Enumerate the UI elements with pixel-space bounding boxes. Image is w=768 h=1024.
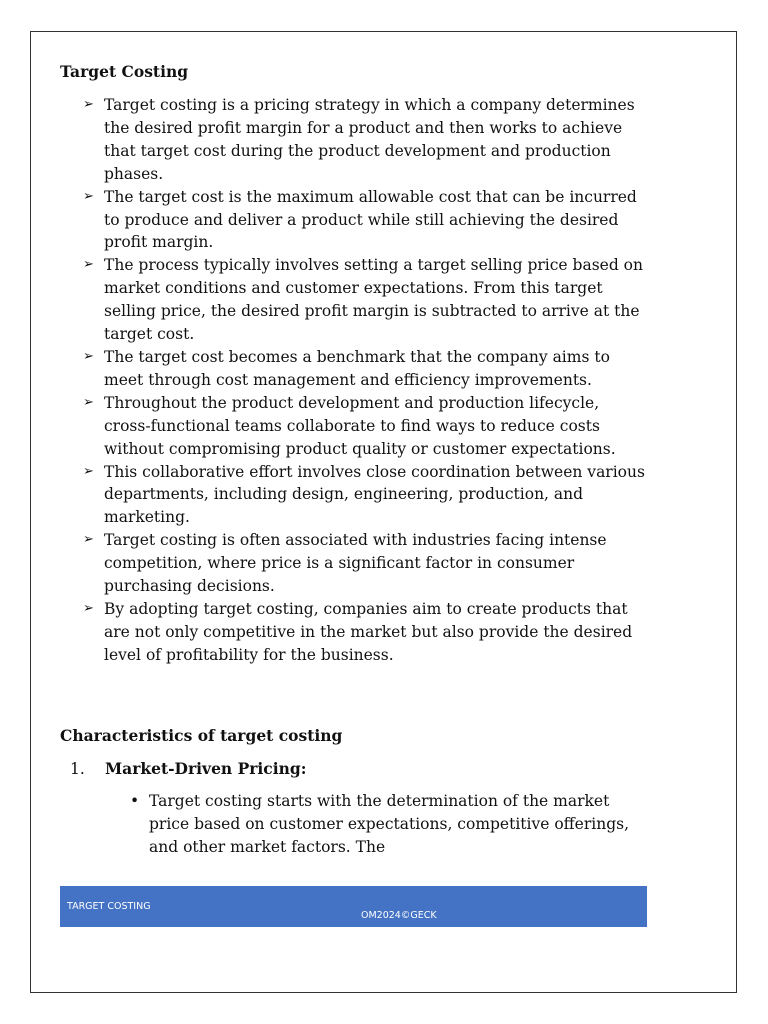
list-item-text: Throughout the product development and production lifecycle, cross-functional teams collaborate to find ways to reduce costs without compromising product quality or customer expectations.: [104, 393, 616, 458]
arrow-bullet-icon: ➢: [83, 394, 94, 410]
section-heading-characteristics: Characteristics of target costing: [60, 726, 343, 745]
list-item: [83, 392, 645, 461]
bullet-dot-icon: •: [130, 792, 140, 810]
item-title: Market-Driven Pricing:: [105, 759, 307, 778]
arrow-bullet-list: [83, 94, 645, 667]
arrow-bullet-icon: ➢: [83, 257, 94, 273]
arrow-bullet-icon: ➢: [83, 348, 94, 364]
list-item-text: Target costing is often associated with industries facing intense competition, where price is a significant factor in consumer purchasing decisions.: [104, 531, 607, 596]
item-number: 1.: [70, 760, 85, 778]
arrow-bullet-icon: ➢: [83, 463, 94, 479]
list-item: [83, 254, 645, 346]
list-item-text: The target cost becomes a benchmark that the company aims to meet through cost management and efficiency improvements.: [104, 347, 610, 389]
section-heading-target-costing: Target Costing: [60, 62, 189, 81]
list-item: [127, 790, 647, 859]
arrow-bullet-icon: ➢: [83, 188, 94, 204]
list-item: [83, 598, 645, 667]
list-item-text: This collaborative effort involves close coordination between various departments, including design, engineering, production, and marketing.: [104, 462, 645, 527]
list-item: [83, 346, 645, 392]
page-footer: [60, 886, 647, 927]
footer-title: TARGET COSTING: [67, 901, 151, 912]
list-item: [83, 186, 645, 255]
sub-bullet-list: [127, 790, 647, 859]
numbered-item-market-driven-pricing: [70, 758, 306, 780]
arrow-bullet-icon: ➢: [83, 600, 94, 616]
list-item: [83, 94, 645, 186]
list-item-text: Target costing is a pricing strategy in which a company determines the desired profit margin for a product and then works to achieve that target cost during the product development and production phases.: [104, 96, 635, 183]
list-item-text: The process typically involves setting a target selling price based on market conditions and customer expectations. From this target selling price, the desired profit margin is subtracted to arrive at the target cost.: [104, 256, 643, 344]
list-item: [83, 529, 645, 598]
footer-copyright: OM2024©GECK: [361, 910, 437, 921]
list-item-text: The target cost is the maximum allowable cost that can be incurred to produce and deliver a product while still achieving the desired profit margin.: [104, 187, 637, 252]
list-item-text: By adopting target costing, companies aim to create products that are not only competitive in the market but also provide the desired level of profitability for the business.: [104, 599, 633, 664]
list-item: [83, 461, 645, 530]
list-item-text: Target costing starts with the determination of the market price based on customer expectations, competitive offerings, and other market factors. The: [149, 792, 630, 856]
arrow-bullet-icon: ➢: [83, 97, 94, 112]
arrow-bullet-icon: ➢: [83, 532, 94, 548]
